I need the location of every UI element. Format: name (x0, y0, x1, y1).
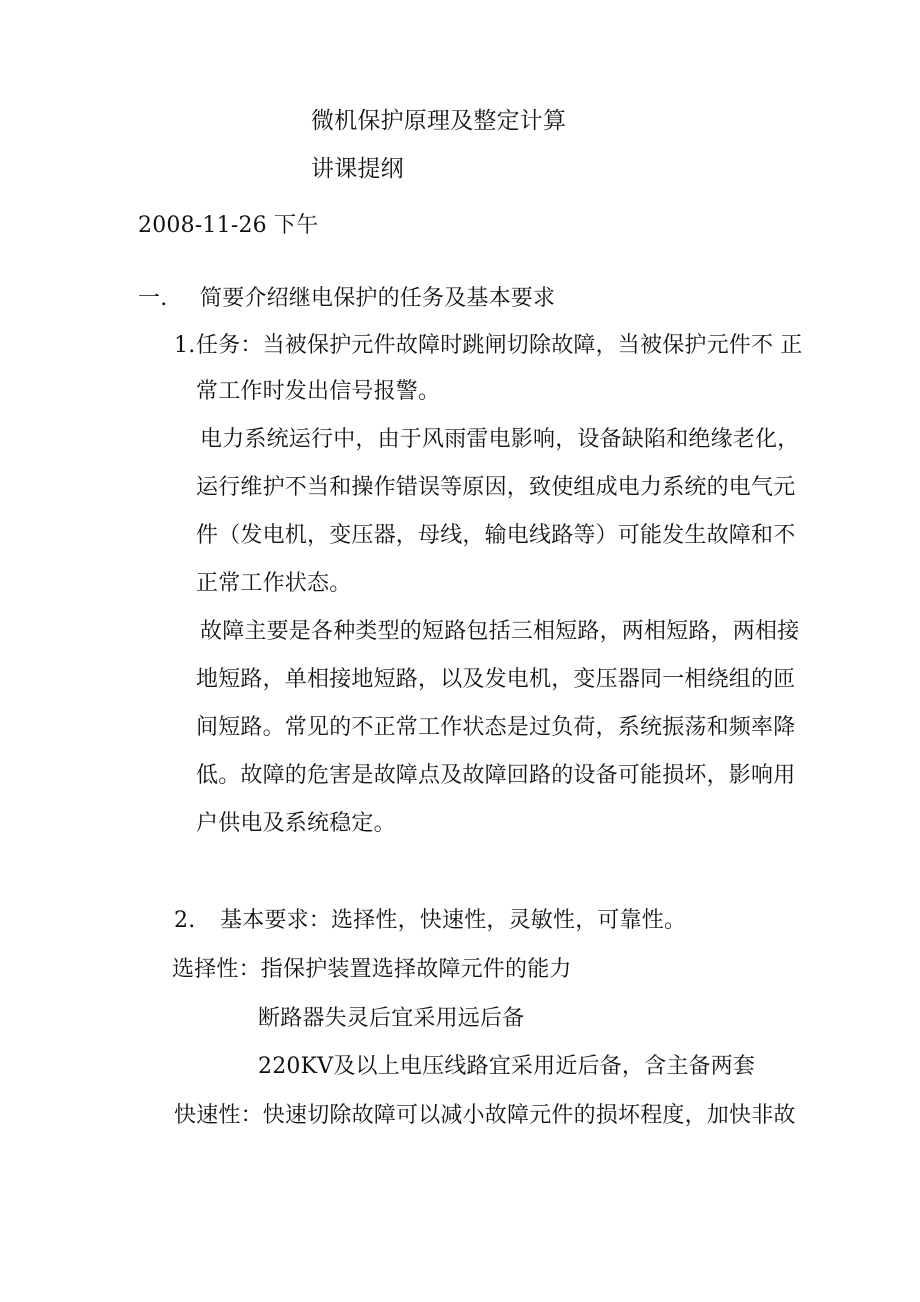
section-heading: 简要介绍继电保护的任务及基本要求 (200, 286, 556, 311)
selectivity-line: 选择性：指保护装置选择故障元件的能力 (172, 957, 572, 982)
document-title: 微机保护原理及整定计算 (311, 108, 567, 134)
item-number: 1. (174, 333, 196, 358)
selectivity-line: 断路器失灵后宜采用远后备 (258, 1006, 525, 1031)
item-text-line: 基本要求：选择性，快速性，灵敏性，可靠性。 (220, 908, 687, 933)
paragraph-line: 电力系统运行中，由于风雨雷电影响，设备缺陷和绝缘老化， (200, 427, 800, 452)
document-date: 2008-11-26 下午 (138, 213, 319, 238)
document-subtitle: 讲课提纲 (311, 156, 404, 182)
item-text-line: 常工作时发出信号报警。 (196, 379, 441, 404)
paragraph-line: 件（发电机，变压器，母线，输电线路等）可能发生故障和不 (196, 523, 796, 548)
paragraph-line: 地短路，单相接地短路，以及发电机，变压器同一相绕组的匝 (196, 667, 796, 692)
selectivity-line: 220KV及以上电压线路宜采用近后备，含主备两套 (258, 1054, 756, 1079)
paragraph-line: 户供电及系统稳定。 (196, 811, 396, 836)
item-text-line: 任务：当被保护元件故障时跳闸切除故障，当被保护元件不 正 (196, 333, 803, 358)
paragraph-line: 低。故障的危害是故障点及故障回路的设备可能损坏，影响用 (196, 763, 796, 788)
paragraph-line: 故障主要是各种类型的短路包括三相短路，两相短路，两相接 (200, 619, 800, 644)
paragraph-line: 间短路。常见的不正常工作状态是过负荷，系统振荡和频率降 (196, 715, 796, 740)
paragraph-line: 正常工作状态。 (196, 571, 352, 596)
section-number: 一. (138, 286, 168, 311)
item-number: 2. (174, 908, 196, 933)
paragraph-line: 运行维护不当和操作错误等原因，致使组成电力系统的电气元 (196, 475, 796, 500)
speed-line: 快速性：快速切除故障可以减小故障元件的损坏程度，加快非故 (174, 1103, 796, 1128)
